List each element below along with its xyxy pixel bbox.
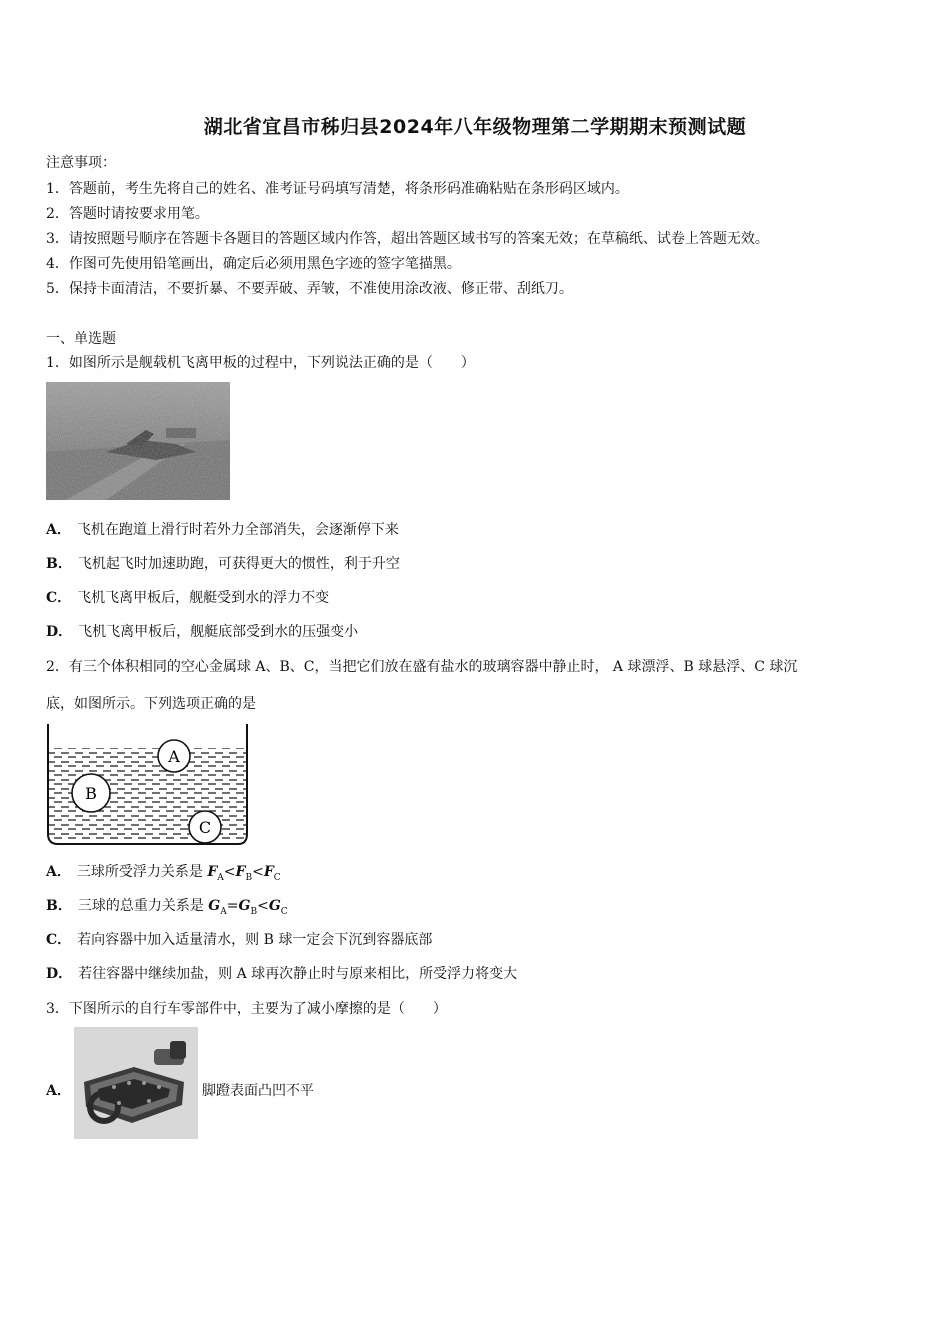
three-balls-container-diagram	[46, 722, 250, 848]
notice-item: 2．答题时请按要求用笔。	[46, 206, 209, 222]
question-1-option-b[interactable]	[46, 553, 400, 573]
question-3-stem: 3．下图所示的自行车零部件中，主要为了减小摩擦的是（ ）	[46, 1001, 447, 1017]
question-2-option-a[interactable]	[46, 861, 281, 883]
section-heading: 一、单选题	[46, 331, 116, 347]
option-letter: A．	[46, 522, 71, 538]
question-1-option-c[interactable]	[46, 587, 329, 607]
question-2-stem: 2．有三个体积相同的空心金属球 A、B、C，当把它们放在盛有盐水的玻璃容器中静止时， A 球漂浮、B 球悬浮、C 球沉	[46, 659, 798, 675]
formula: $G_A=G_B<G_C$	[208, 898, 288, 917]
option-text: 飞机飞离甲板后，舰艇受到水的浮力不变	[77, 590, 330, 606]
question-2-stem-continued: 底，如图所示。下列选项正确的是	[46, 696, 256, 712]
question-3-option-a-letter[interactable]	[46, 1080, 77, 1100]
notice-heading: 注意事项：	[46, 155, 116, 171]
option-text: 飞机在跑道上滑行时若外力全部消失，会逐渐停下来	[76, 522, 399, 538]
notice-item: 5．保持卡面清洁，不要折暴、不要弄破、弄皱，不准使用涂改液、修正带、刮纸刀。	[46, 281, 573, 297]
option-text: 若往容器中继续加盐，则 A 球再次静止时与原来相比，所受浮力将变大	[78, 966, 518, 982]
page-title: 湖北省宜昌市秭归县2024年八年级物理第二学期期末预测试题	[203, 116, 747, 138]
option-text: 飞机起飞时加速助跑，可获得更大的惯性，利于升空	[77, 556, 400, 572]
aircraft-carrier-photo	[46, 382, 230, 500]
question-2-option-b[interactable]	[46, 895, 288, 917]
option-text: 三球所受浮力关系是	[76, 864, 208, 880]
question-1-option-a[interactable]	[46, 519, 399, 539]
question-3-option-a-text: 脚蹬表面凸凹不平	[202, 1083, 314, 1099]
formula: $F_A<F_B<F_C$	[207, 864, 281, 883]
option-text: 飞机飞离甲板后，舰艇底部受到水的压强变小	[78, 624, 359, 640]
question-1-option-d[interactable]	[46, 621, 358, 641]
notice-item: 4．作图可先使用铅笔画出，确定后必须用黑色字迹的签字笔描黑。	[46, 256, 461, 272]
ball-a-label: A	[168, 747, 180, 766]
ball-b-label: B	[85, 784, 97, 803]
question-2-option-c[interactable]	[46, 929, 432, 949]
notice-item: 3．请按照题号顺序在答题卡各题目的答题区域内作答，超出答题区域书写的答案无效；在草稿纸、试卷上答题无效。	[46, 231, 769, 247]
notice-item: 1．答题前，考生先将自己的姓名、准考证号码填写清楚，将条形码准确粘贴在条形码区域内。	[46, 181, 629, 197]
option-letter: D．	[46, 624, 73, 640]
option-letter: B．	[46, 556, 72, 572]
option-text: 若向容器中加入适量清水，则 B 球一定会下沉到容器底部	[77, 932, 433, 948]
option-letter: D．	[46, 966, 73, 982]
question-2-option-d[interactable]	[46, 963, 517, 983]
bicycle-pedal-photo	[74, 1027, 198, 1139]
option-letter: C．	[46, 932, 72, 948]
option-letter: A．	[46, 1083, 71, 1099]
ball-c-label: C	[198, 818, 212, 837]
question-1-stem: 1．如图所示是舰载机飞离甲板的过程中，下列说法正确的是（ ）	[46, 355, 475, 371]
option-letter: B．	[46, 898, 72, 914]
option-letter: A．	[46, 864, 71, 880]
option-letter: C．	[46, 590, 72, 606]
option-text: 三球的总重力关系是	[77, 898, 209, 914]
